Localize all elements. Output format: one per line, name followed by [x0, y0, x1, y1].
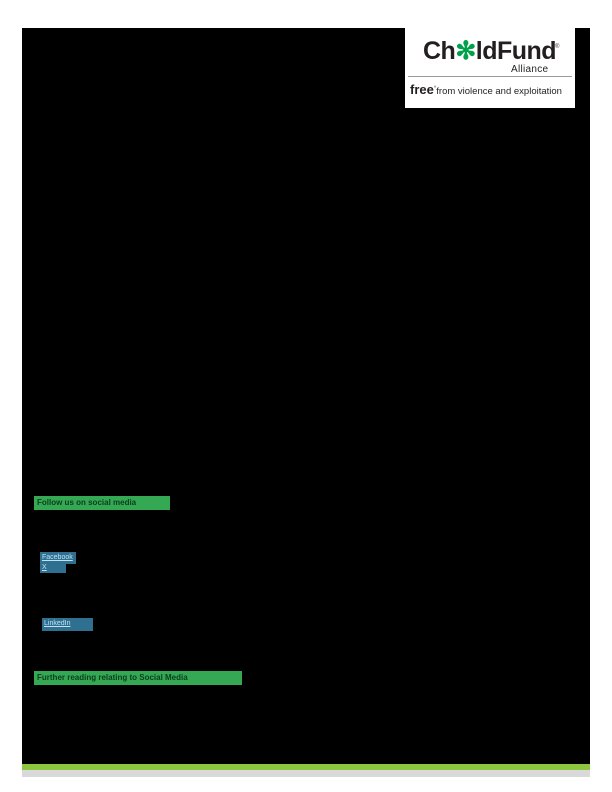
logo-wordmark-part1: Ch	[423, 37, 456, 65]
left-margin-strip	[14, 28, 22, 770]
redacted-body-block	[22, 28, 590, 764]
logo-wordmark	[423, 36, 556, 66]
top-right-corner-tab	[597, 28, 612, 46]
childfund-logo	[405, 28, 575, 108]
footer-grey-bar	[22, 770, 590, 777]
logo-plate	[405, 28, 575, 108]
logo-trademark: ®	[555, 44, 560, 50]
logo-divider	[408, 76, 572, 77]
logo-tagline-free: free	[410, 82, 434, 97]
link-facebook[interactable]: Facebook	[40, 552, 76, 564]
logo-tagline-rest: from violence and exploitation	[436, 86, 562, 97]
logo-star-icon: ✻	[455, 37, 476, 65]
logo-subtitle: Alliance	[511, 64, 549, 75]
link-linkedin[interactable]: LinkedIn	[42, 618, 93, 631]
logo-wordmark-part2: ldFund	[475, 37, 557, 65]
heading-follow-us-social-media: Follow us on social media	[34, 496, 170, 510]
heading-further-reading-social-media: Further reading relating to Social Media	[34, 671, 242, 685]
logo-tagline	[410, 82, 572, 97]
logo-tagline-sup: °	[433, 85, 437, 92]
link-x[interactable]: X	[40, 562, 66, 573]
